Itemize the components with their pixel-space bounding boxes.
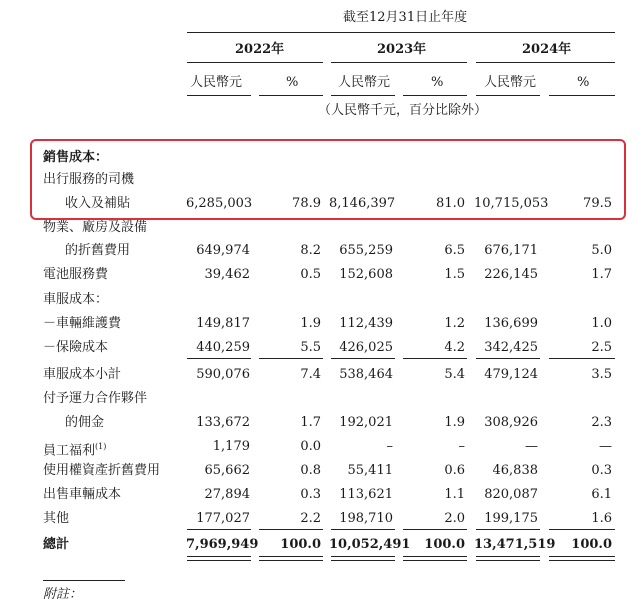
total-double-rule — [476, 560, 540, 561]
subtotal-rule — [549, 358, 615, 359]
footnote-marker: (1) — [95, 442, 107, 451]
table-cell: — — [599, 439, 612, 454]
table-cell: 226,145 — [484, 267, 538, 282]
table-cell: — — [525, 439, 538, 454]
row-label: 收入及補貼 — [65, 196, 131, 211]
table-cell: 342,425 — [484, 340, 538, 355]
row-label: 出行服務的司機 — [43, 172, 135, 187]
table-cell: 78.9 — [292, 196, 321, 211]
total-double-rule — [476, 556, 540, 557]
col-rule-3 — [331, 95, 395, 96]
total-cell: 100.0 — [424, 537, 465, 552]
footnote-rule — [43, 580, 125, 581]
total-cell: 10,052,491 — [329, 537, 411, 552]
table-cell: 199,175 — [484, 511, 538, 526]
table-cell: 6.5 — [444, 243, 465, 258]
row-label: 使用權資產折舊費用 — [43, 463, 161, 478]
total-double-rule — [403, 560, 467, 561]
col-rule-6 — [549, 95, 615, 96]
total-double-rule — [331, 560, 395, 561]
table-cell: 46,838 — [492, 463, 538, 478]
table-cell: 0.3 — [591, 463, 612, 478]
table-cell: 3.5 — [591, 367, 612, 382]
total-double-rule — [403, 556, 467, 557]
col-rule-4 — [403, 95, 467, 96]
row-label: 物業、廠房及設備 — [43, 220, 148, 235]
table-cell: 192,021 — [339, 415, 393, 430]
row-label: 車服成本小計 — [43, 367, 122, 382]
table-cell: 1.9 — [444, 415, 465, 430]
table-cell: 152,608 — [339, 267, 393, 282]
pre-total-rule — [403, 529, 467, 530]
table-cell: 0.5 — [300, 267, 321, 282]
table-cell: 65,662 — [204, 463, 250, 478]
table-cell: 8.2 — [300, 243, 321, 258]
table-cell: 79.5 — [583, 196, 612, 211]
table-cell: 5.0 — [591, 243, 612, 258]
table-cell: 1.7 — [300, 415, 321, 430]
table-cell: 136,699 — [484, 316, 538, 331]
table-cell: 0.8 — [300, 463, 321, 478]
table-cell: 426,025 — [339, 340, 393, 355]
col-pct-2024: % — [577, 75, 590, 90]
table-cell: 8,146,397 — [329, 196, 396, 211]
total-cell: 7,969,949 — [186, 537, 259, 552]
table-cell: 1.9 — [300, 316, 321, 331]
table-cell: 0.0 — [300, 439, 321, 454]
header-rule — [187, 32, 615, 33]
year-2024: 2024年 — [522, 42, 572, 57]
col-rmb-2022: 人民幣元 — [190, 75, 243, 90]
total-double-rule — [187, 556, 251, 557]
table-cell: 655,259 — [339, 243, 393, 258]
table-cell: 2.3 — [591, 415, 612, 430]
table-cell: 440,259 — [196, 340, 250, 355]
row-label: 電池服務費 — [43, 267, 109, 282]
col-rule-2 — [259, 95, 323, 96]
table-cell: 6.1 — [591, 487, 612, 502]
table-cell: 5.5 — [300, 340, 321, 355]
table-cell: 676,171 — [484, 243, 538, 258]
table-cell: 149,817 — [196, 316, 250, 331]
pre-total-rule — [187, 529, 251, 530]
section-title: 銷售成本： — [43, 150, 109, 165]
table-cell: 198,710 — [339, 511, 393, 526]
total-double-rule — [549, 560, 615, 561]
table-cell: 177,027 — [196, 511, 250, 526]
col-rule-5 — [476, 95, 540, 96]
period-header: 截至12月31日止年度 — [343, 10, 468, 25]
table-cell: 538,464 — [339, 367, 393, 382]
table-cell: 308,926 — [484, 415, 538, 430]
row-label: 車服成本： — [43, 292, 109, 307]
col-rule-1 — [187, 95, 251, 96]
subtotal-rule — [187, 358, 251, 359]
col-rmb-2023: 人民幣元 — [338, 75, 391, 90]
table-cell: 0.3 — [300, 487, 321, 502]
row-label: －保險成本 — [43, 340, 109, 355]
row-label: －車輛維護費 — [43, 316, 122, 331]
row-label: 員工福利$^{(1)}$ — [43, 442, 107, 459]
table-cell: 0.6 — [444, 463, 465, 478]
total-double-rule — [259, 560, 323, 561]
subtotal-rule — [259, 358, 323, 359]
row-label: 的佣金 — [65, 415, 105, 430]
row-label: 出售車輛成本 — [43, 487, 122, 502]
table-cell: 479,124 — [484, 367, 538, 382]
total-double-rule — [259, 556, 323, 557]
table-cell: 133,672 — [196, 415, 250, 430]
subtotal-rule — [476, 358, 540, 359]
table-cell: – — [386, 439, 393, 454]
year-2022: 2022年 — [235, 42, 285, 57]
row-label: 其他 — [43, 511, 70, 526]
row-label: 的折舊費用 — [65, 243, 131, 258]
table-cell: 39,462 — [204, 267, 250, 282]
table-cell: 10,715,053 — [474, 196, 549, 211]
col-rmb-2024: 人民幣元 — [484, 75, 537, 90]
table-cell: 590,076 — [196, 367, 250, 382]
table-cell: 2.0 — [444, 511, 465, 526]
total-label: 總計 — [43, 537, 70, 552]
table-cell: 113,621 — [339, 487, 393, 502]
col-pct-2022: % — [286, 75, 299, 90]
table-cell: 112,439 — [339, 316, 393, 331]
total-cell: 100.0 — [280, 537, 321, 552]
table-cell: 55,411 — [347, 463, 393, 478]
table-cell: – — [458, 439, 465, 454]
subtotal-rule — [403, 358, 467, 359]
total-double-rule — [549, 556, 615, 557]
pre-total-rule — [331, 529, 395, 530]
subtotal-rule — [331, 358, 395, 359]
row-label: 付予運力合作夥伴 — [43, 391, 148, 406]
table-cell: 5.4 — [444, 367, 465, 382]
unit-note: （人民幣千元，百分比除外） — [318, 103, 488, 118]
table-cell: 1.5 — [444, 267, 465, 282]
year-rule-2024 — [476, 62, 615, 63]
year-rule-2023 — [331, 62, 467, 63]
total-double-rule — [187, 560, 251, 561]
table-cell: 4.2 — [444, 340, 465, 355]
year-2023: 2023年 — [377, 42, 427, 57]
table-cell: 1.0 — [591, 316, 612, 331]
total-cell: 100.0 — [571, 537, 612, 552]
total-cell: 13,471,519 — [474, 537, 556, 552]
table-cell: 1.2 — [444, 316, 465, 331]
pre-total-rule — [549, 529, 615, 530]
table-cell: 1.7 — [591, 267, 612, 282]
total-double-rule — [331, 556, 395, 557]
footnote-label: 附註： — [43, 587, 83, 602]
table-cell: 2.2 — [300, 511, 321, 526]
table-cell: 820,087 — [484, 487, 538, 502]
table-cell: 1.1 — [444, 487, 465, 502]
table-cell: 649,974 — [196, 243, 250, 258]
pre-total-rule — [476, 529, 540, 530]
table-cell: 2.5 — [591, 340, 612, 355]
table-cell: 6,285,003 — [186, 196, 253, 211]
pre-total-rule — [259, 529, 323, 530]
table-cell: 1.6 — [591, 511, 612, 526]
table-cell: 27,894 — [204, 487, 250, 502]
table-cell: 1,179 — [212, 439, 250, 454]
table-cell: 81.0 — [436, 196, 465, 211]
year-rule-2022 — [187, 62, 323, 63]
table-cell: 7.4 — [300, 367, 321, 382]
col-pct-2023: % — [431, 75, 444, 90]
